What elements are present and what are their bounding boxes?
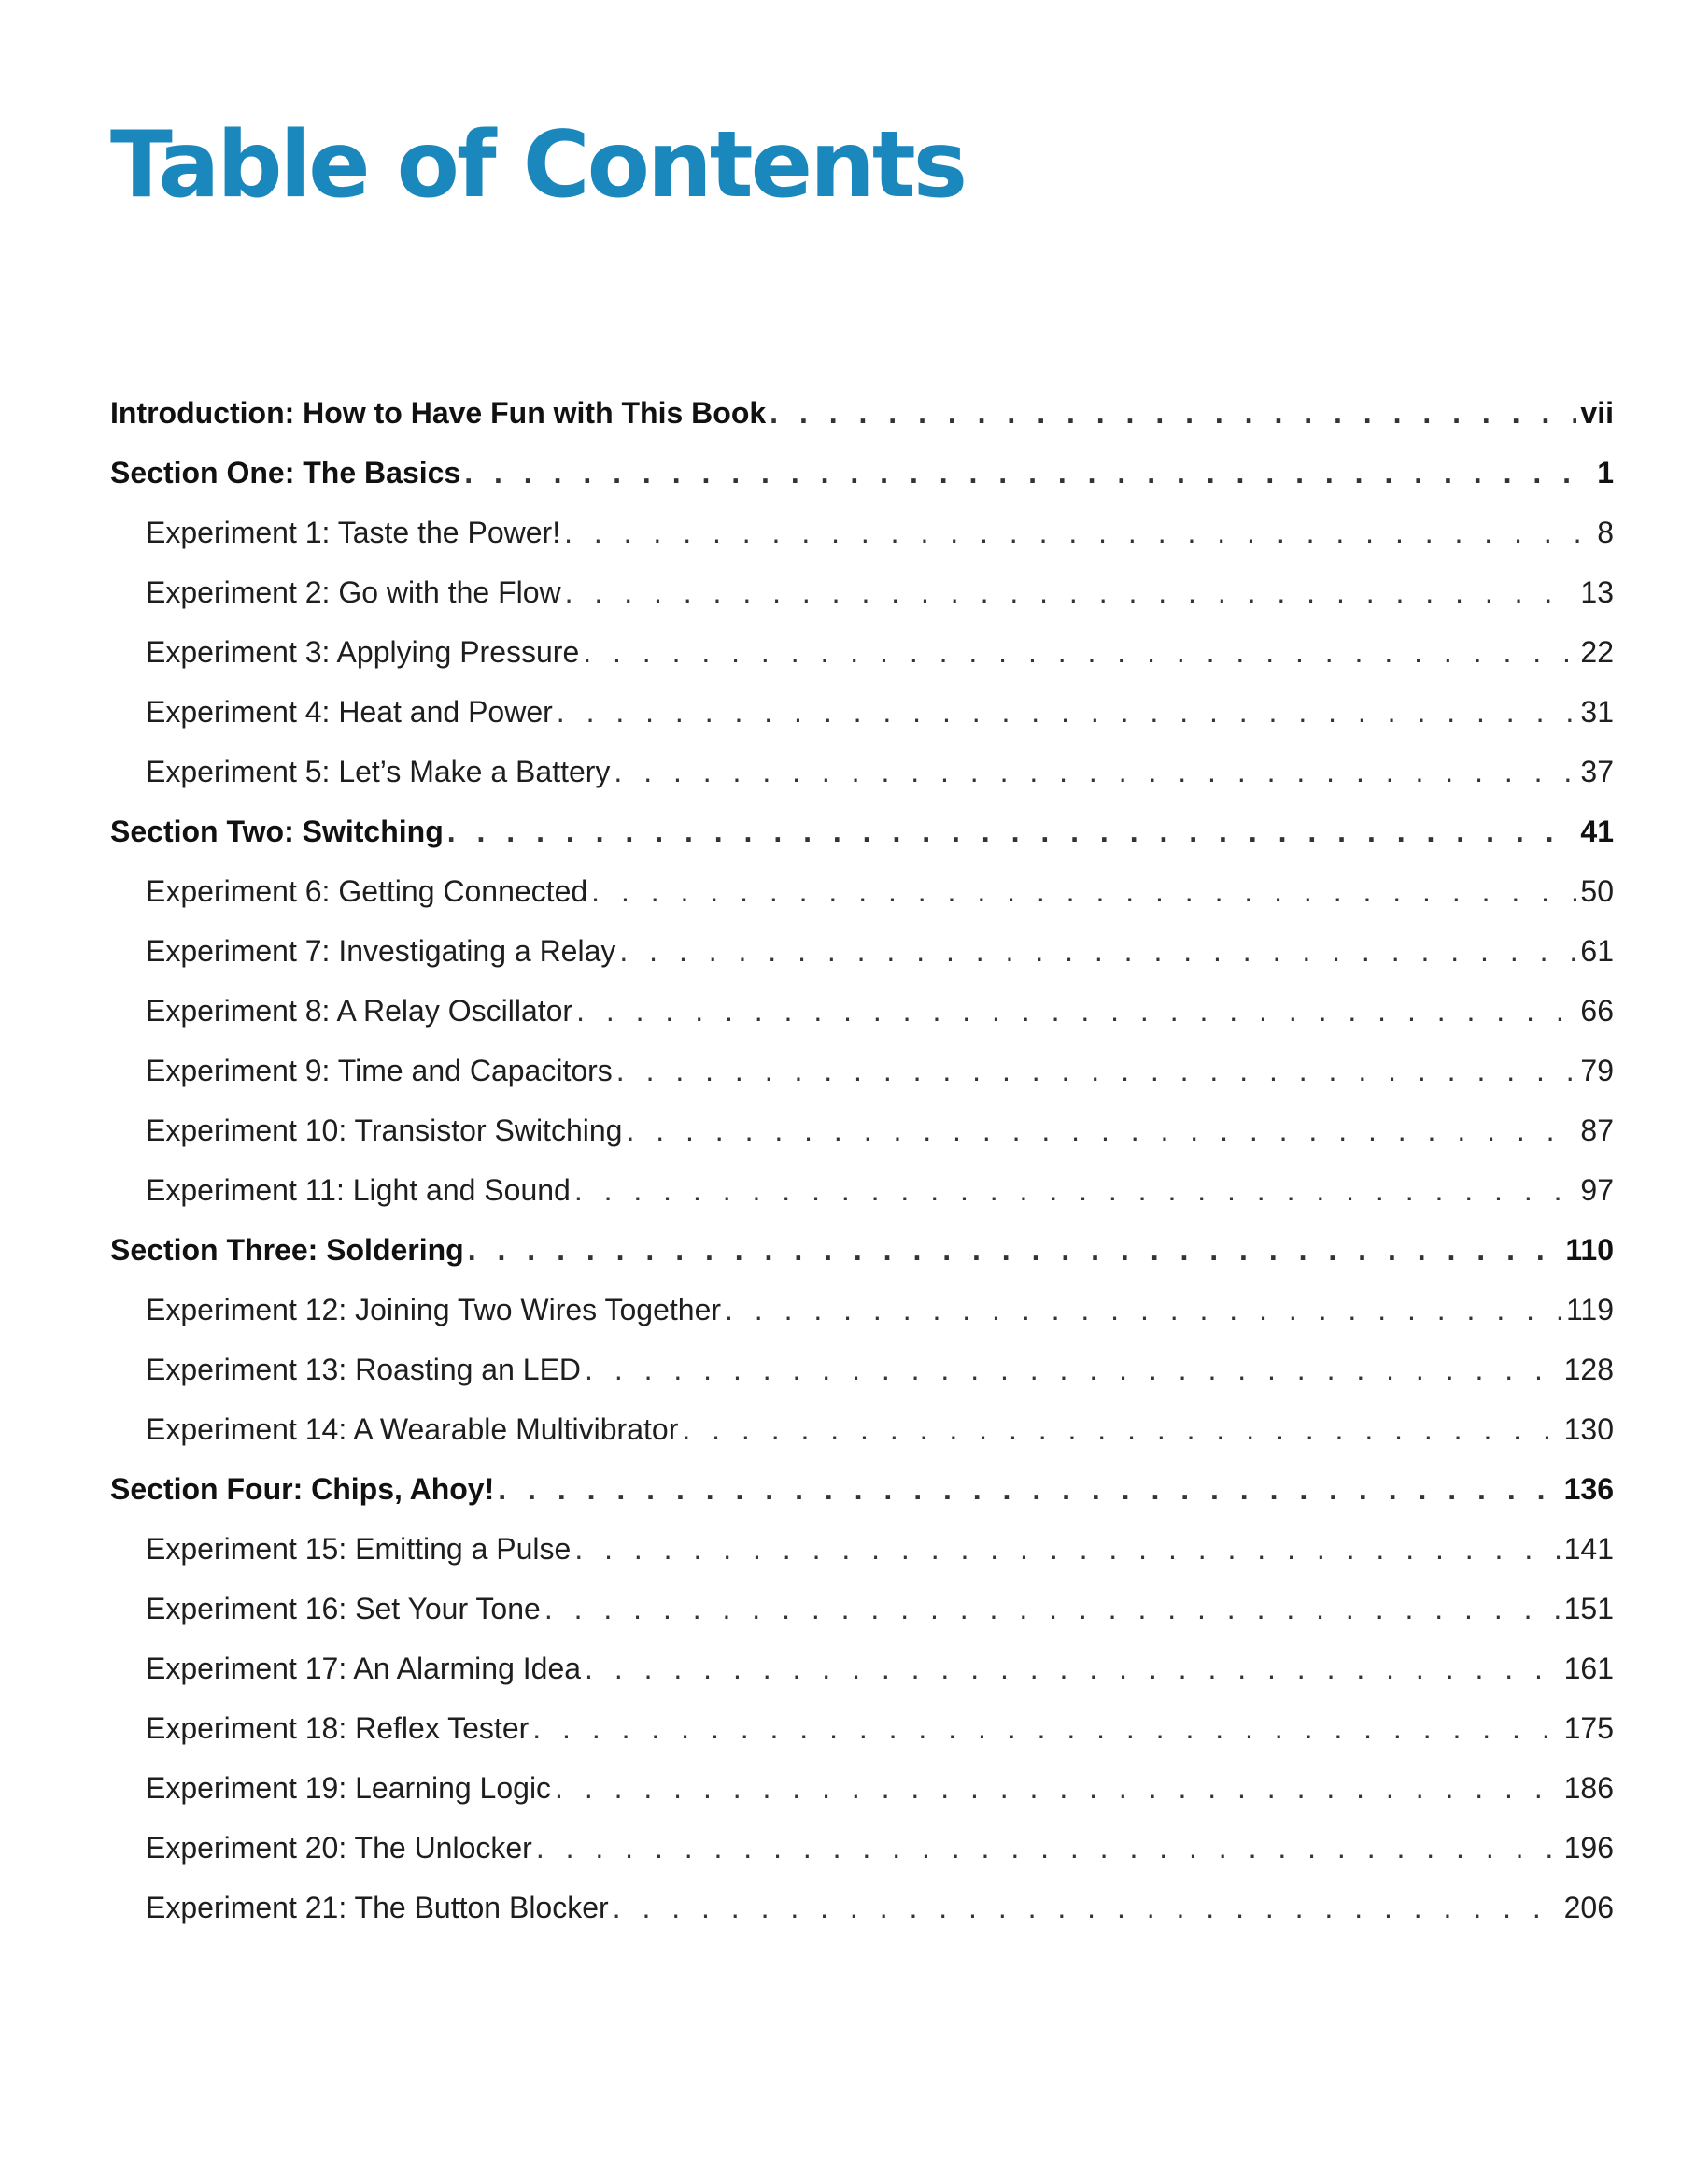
toc-entry-label: Experiment 14: A Wearable Multivibrator [146, 1412, 679, 1446]
toc-entry-label: Section One: The Basics [110, 456, 461, 489]
toc-entry-label: Experiment 18: Reflex Tester [146, 1711, 530, 1745]
toc-entry-label: Experiment 8: A Relay Oscillator [146, 994, 573, 1028]
toc-entry-experiment-1[interactable] [110, 516, 1614, 575]
dot-leader [574, 1532, 1560, 1567]
toc-entry-experiment-18[interactable] [110, 1711, 1614, 1771]
toc-entry-page: 31 [1580, 695, 1614, 729]
toc-entry-page: vii [1580, 396, 1614, 430]
toc-entry-page: 136 [1563, 1472, 1614, 1506]
toc-entry-label: Experiment 13: Roasting an LED [146, 1353, 582, 1386]
toc-entry-label: Section Two: Switching [110, 815, 444, 848]
toc-entry-page: 130 [1563, 1412, 1614, 1446]
toc-entry-label: Experiment 9: Time and Capacitors [146, 1054, 613, 1087]
dot-leader [613, 1891, 1561, 1925]
toc-entry-label: Experiment 21: The Button Blocker [146, 1891, 609, 1924]
toc-entry-page: 206 [1563, 1891, 1614, 1924]
toc-entry-page: 141 [1563, 1532, 1614, 1566]
toc-entry-page: 61 [1580, 934, 1614, 968]
toc-entry-experiment-19[interactable] [110, 1771, 1614, 1831]
toc-entry-page: 87 [1580, 1113, 1614, 1147]
toc-entry-label: Experiment 11: Light and Sound [146, 1173, 571, 1207]
toc-entry-experiment-8[interactable] [110, 994, 1614, 1054]
toc-entry-label: Experiment 17: An Alarming Idea [146, 1652, 582, 1685]
dot-leader [616, 1054, 1577, 1088]
toc-entry-page: 175 [1563, 1711, 1614, 1745]
toc-entry-section-four[interactable] [110, 1472, 1614, 1532]
toc-entry-label: Experiment 6: Getting Connected [146, 874, 588, 908]
dot-leader [565, 575, 1577, 610]
toc-entry-experiment-17[interactable] [110, 1652, 1614, 1711]
toc-entry-page: 79 [1580, 1054, 1614, 1087]
dot-leader [585, 1652, 1561, 1686]
dot-leader [544, 1592, 1561, 1626]
toc-entry-label: Experiment 5: Let’s Make a Battery [146, 755, 611, 788]
dot-leader [447, 815, 1577, 849]
toc-entry-label: Experiment 10: Transistor Switching [146, 1113, 623, 1147]
dot-leader [626, 1113, 1576, 1148]
dot-leader [619, 934, 1576, 969]
dot-leader [532, 1711, 1560, 1746]
toc-entry-experiment-6[interactable] [110, 874, 1614, 934]
dot-leader [770, 396, 1576, 431]
toc-entry-page: 110 [1565, 1233, 1614, 1267]
toc-entry-experiment-2[interactable] [110, 575, 1614, 635]
toc-entry-label: Experiment 16: Set Your Tone [146, 1592, 541, 1625]
dot-leader [585, 1353, 1561, 1387]
toc-entry-experiment-15[interactable] [110, 1532, 1614, 1592]
dot-leader [464, 456, 1593, 490]
toc-entry-experiment-5[interactable] [110, 755, 1614, 815]
toc-entry-page: 128 [1563, 1353, 1614, 1386]
toc-entry-label: Introduction: How to Have Fun with This Book [110, 396, 767, 430]
toc-entry-page: 161 [1563, 1652, 1614, 1685]
toc-entry-label: Experiment 4: Heat and Power [146, 695, 553, 729]
toc-entry-page: 97 [1580, 1173, 1614, 1207]
dot-leader [574, 1173, 1577, 1208]
toc-entry-label: Experiment 7: Investigating a Relay [146, 934, 616, 968]
toc-entry-page: 66 [1580, 994, 1614, 1028]
toc-entry-label: Experiment 3: Applying Pressure [146, 635, 580, 669]
toc-entry-page: 41 [1580, 815, 1614, 848]
toc-entry-experiment-7[interactable] [110, 934, 1614, 994]
dot-leader [555, 1771, 1561, 1806]
toc-entry-experiment-4[interactable] [110, 695, 1614, 755]
table-of-contents [110, 396, 1614, 1950]
toc-entry-page: 119 [1565, 1293, 1614, 1326]
toc-entry-label: Section Three: Soldering [110, 1233, 464, 1267]
toc-entry-page: 151 [1563, 1592, 1614, 1625]
dot-leader [591, 874, 1576, 909]
toc-entry-label: Experiment 19: Learning Logic [146, 1771, 552, 1805]
toc-entry-experiment-9[interactable] [110, 1054, 1614, 1113]
dot-leader [557, 695, 1577, 730]
toc-entry-label: Experiment 2: Go with the Flow [146, 575, 561, 609]
toc-entry-experiment-3[interactable] [110, 635, 1614, 695]
toc-entry-page: 50 [1580, 874, 1614, 908]
toc-entry-experiment-11[interactable] [110, 1173, 1614, 1233]
dot-leader [583, 635, 1576, 670]
toc-entry-page: 186 [1563, 1771, 1614, 1805]
toc-entry-experiment-20[interactable] [110, 1831, 1614, 1891]
toc-entry-label: Experiment 12: Joining Two Wires Together [146, 1293, 722, 1326]
toc-entry-experiment-10[interactable] [110, 1113, 1614, 1173]
toc-entry-experiment-13[interactable] [110, 1353, 1614, 1412]
dot-leader [576, 994, 1576, 1028]
toc-entry-experiment-12[interactable] [110, 1293, 1614, 1353]
toc-entry-page: 8 [1597, 516, 1614, 549]
toc-entry-experiment-21[interactable] [110, 1891, 1614, 1950]
toc-entry-introduction[interactable] [110, 396, 1614, 456]
toc-entry-page: 1 [1597, 456, 1614, 489]
toc-entry-label: Experiment 1: Taste the Power! [146, 516, 561, 549]
dot-leader [682, 1412, 1560, 1447]
toc-entry-section-one[interactable] [110, 456, 1614, 516]
toc-entry-section-three[interactable] [110, 1233, 1614, 1293]
dot-leader [725, 1293, 1562, 1327]
dot-leader [564, 516, 1593, 550]
toc-entry-page: 37 [1580, 755, 1614, 788]
page-title: Table of Contents [110, 112, 966, 219]
toc-entry-label: Experiment 20: The Unlocker [146, 1831, 532, 1865]
toc-entry-page: 196 [1563, 1831, 1614, 1865]
toc-entry-page: 22 [1580, 635, 1614, 669]
dot-leader [468, 1233, 1562, 1268]
toc-entry-label: Section Four: Chips, Ahoy! [110, 1472, 495, 1506]
dot-leader [614, 755, 1576, 789]
toc-entry-label: Experiment 15: Emitting a Pulse [146, 1532, 572, 1566]
dot-leader [498, 1472, 1560, 1507]
toc-entry-page: 13 [1580, 575, 1614, 609]
toc-entry-experiment-14[interactable] [110, 1412, 1614, 1472]
dot-leader [536, 1831, 1561, 1865]
toc-entry-experiment-16[interactable] [110, 1592, 1614, 1652]
toc-entry-section-two[interactable] [110, 815, 1614, 874]
